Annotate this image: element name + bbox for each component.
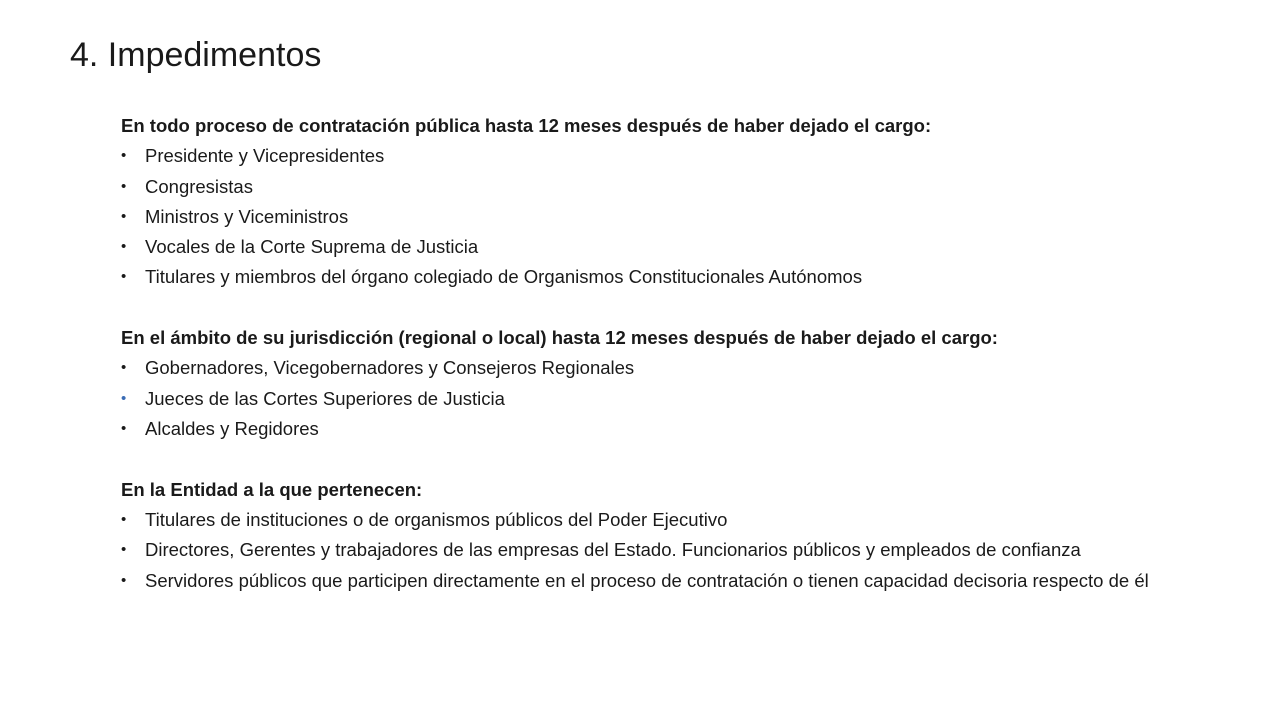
section-jurisdiction — [121, 323, 1215, 444]
bullet-list — [121, 505, 1215, 597]
section-entity — [121, 475, 1215, 598]
bullet-icon: • — [121, 238, 127, 256]
list-item: • Servidores públicos que participen directamente en el proceso de contratación o tienen capacidad decisoria respecto de él — [121, 566, 1215, 597]
list-item: • Congresistas — [121, 172, 1215, 202]
bullet-icon: • — [121, 572, 127, 590]
page-title: 4. Impedimentos — [70, 36, 322, 74]
bullet-list — [121, 353, 1215, 444]
bullet-icon: • — [121, 177, 127, 195]
section-heading: En el ámbito de su jurisdicción (regional o local) hasta 12 meses después de haber dejado el cargo: — [121, 327, 998, 349]
list-item: • Alcaldes y Regidores — [121, 414, 1215, 444]
section-national — [121, 111, 1215, 293]
list-item: • Titulares de instituciones o de organismos públicos del Poder Ejecutivo — [121, 505, 1215, 535]
list-item: • Jueces de las Cortes Superiores de Justicia — [121, 384, 1215, 414]
bullet-list — [121, 141, 1215, 292]
bullet-icon: • — [121, 510, 127, 528]
bullet-icon: • — [121, 359, 127, 377]
list-item: • Directores, Gerentes y trabajadores de las empresas del Estado. Funcionarios públicos y empleados de confianza — [121, 535, 1215, 566]
list-item: • Vocales de la Corte Suprema de Justicia — [121, 232, 1215, 262]
bullet-icon: • — [121, 268, 127, 286]
section-heading: En todo proceso de contratación pública hasta 12 meses después de haber dejado el cargo: — [121, 115, 932, 136]
list-item: • Ministros y Viceministros — [121, 202, 1215, 232]
list-item: • Titulares y miembros del órgano colegiado de Organismos Constitucionales Autónomos — [121, 262, 1215, 292]
list-item: • Presidente y Vicepresidentes — [121, 141, 1215, 171]
bullet-icon: • — [121, 389, 127, 407]
bullet-icon: • — [121, 147, 127, 165]
bullet-icon: • — [121, 207, 127, 225]
section-spacer — [121, 444, 1215, 474]
slide-body — [121, 111, 1215, 597]
list-item: • Gobernadores, Vicegobernadores y Consejeros Regionales — [121, 353, 1215, 383]
bullet-icon: • — [121, 541, 127, 559]
section-heading: En la Entidad a la que pertenecen: — [121, 478, 423, 500]
section-spacer — [121, 293, 1215, 323]
bullet-icon: • — [121, 419, 127, 437]
